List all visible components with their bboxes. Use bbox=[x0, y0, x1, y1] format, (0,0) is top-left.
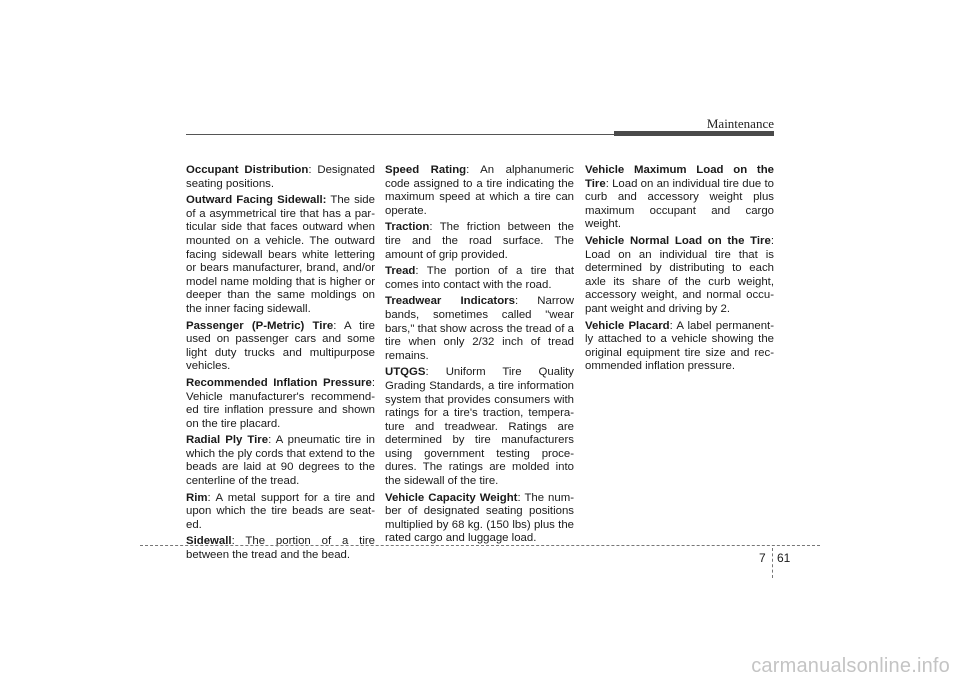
glossary-term: Tread bbox=[385, 265, 416, 278]
glossary-entry bbox=[585, 235, 774, 317]
text-column-1 bbox=[186, 164, 375, 566]
glossary-definition: A tire used on passenger cars and some light duty trucks and multipurpose vehicles. bbox=[186, 319, 375, 373]
term-separator: : bbox=[466, 164, 481, 176]
glossary-definition: Designated seating positions. bbox=[186, 164, 375, 190]
glossary-entry bbox=[186, 377, 375, 431]
footer-rule bbox=[140, 545, 820, 546]
watermark: carmanualsonline.info bbox=[751, 655, 950, 677]
term-separator: : bbox=[517, 491, 525, 504]
glossary-term: Vehicle Placard bbox=[585, 319, 670, 332]
text-column-2 bbox=[385, 164, 574, 549]
glossary-entry bbox=[385, 295, 574, 363]
glossary-definition: The num-ber of designated seating positions multiplied by 68 kg. (150 lbs) plus the rated cargo and luggage load. bbox=[385, 491, 575, 545]
term-separator: : bbox=[605, 177, 613, 190]
term-separator: : bbox=[514, 295, 538, 308]
glossary-entry bbox=[186, 320, 375, 374]
glossary-definition: The portion of a tire that comes into contact with the road. bbox=[385, 265, 575, 291]
glossary-entry bbox=[385, 221, 574, 262]
glossary-entry bbox=[186, 434, 375, 488]
glossary-entry bbox=[385, 366, 574, 488]
glossary-definition: A label permanent-ly attached to a vehicle showing the original equipment tire size and rec-ommended inflation pressure. bbox=[585, 319, 774, 373]
header-rule bbox=[186, 134, 614, 135]
glossary-definition: Load on an individual tire that is determined by distributing to each axle its share of the curb weight, accessory weight, and normal occu-pant weight and driving by 2. bbox=[585, 248, 774, 315]
glossary-term: Outward Facing Sidewall: bbox=[186, 194, 327, 207]
section-title: Maintenance bbox=[706, 116, 774, 131]
glossary-term: Traction bbox=[385, 221, 430, 234]
term-separator: : bbox=[415, 265, 427, 278]
glossary-definition: A metal support for a tire and upon which the tire beads are seat-ed. bbox=[186, 491, 375, 531]
glossary-term: Sidewall bbox=[186, 535, 232, 548]
glossary-entry bbox=[385, 492, 574, 546]
term-separator: : bbox=[333, 319, 344, 332]
glossary-definition: The friction between the tire and the road surface. The amount of grip provided. bbox=[385, 221, 574, 261]
term-separator: : bbox=[371, 376, 375, 389]
glossary-entry bbox=[385, 265, 574, 292]
term-separator: : bbox=[425, 366, 446, 379]
term-separator: : bbox=[207, 491, 216, 504]
term-separator: : bbox=[308, 164, 318, 176]
glossary-entry bbox=[585, 320, 774, 374]
page-number-divider bbox=[772, 548, 773, 578]
page-number: 61 bbox=[777, 551, 791, 565]
glossary-term: Speed Rating bbox=[385, 164, 467, 176]
term-separator: : bbox=[231, 535, 246, 548]
term-separator: : bbox=[268, 434, 276, 447]
glossary-term: Vehicle Capacity Weight bbox=[385, 491, 518, 504]
glossary-entry bbox=[385, 164, 574, 218]
glossary-definition: Uniform Tire Quality Grading Standards, a tire information system that provides consumers with ratings for a tire's traction, tempera-ture and treadwear. Ratings are determined by tire manufacturers using government testing proce-dures. The ratings are molded into the sidewall of the tire. bbox=[385, 366, 574, 488]
glossary-term: Recommended Inflation Pressure bbox=[186, 376, 372, 389]
glossary-term: Vehicle Normal Load on the Tire bbox=[585, 234, 771, 247]
glossary-entry bbox=[186, 492, 375, 533]
glossary-term: UTQGS bbox=[385, 366, 426, 379]
term-separator: : bbox=[669, 319, 677, 332]
chapter-number: 7 bbox=[759, 551, 766, 565]
glossary-term: Radial Ply Tire bbox=[186, 434, 269, 447]
glossary-term: Occupant Distribution bbox=[186, 164, 309, 176]
glossary-definition: A pneumatic tire in which the ply cords that extend to the beads are laid at 90 degrees to the centerline of the tread. bbox=[186, 434, 376, 488]
glossary-entry bbox=[186, 535, 375, 562]
glossary-definition: Load on an individual tire due to curb and accessory weight plus maximum occupant and cargo weight. bbox=[585, 177, 774, 231]
glossary-term: Treadwear Indicators bbox=[385, 295, 515, 308]
text-column-3 bbox=[585, 164, 774, 377]
glossary-term: Passenger (P-Metric) Tire bbox=[186, 319, 334, 332]
glossary-term: Rim bbox=[186, 491, 208, 504]
glossary-entry bbox=[186, 194, 375, 316]
glossary-definition: The portion of a tire between the tread and the bead. bbox=[186, 535, 375, 562]
glossary-definition: Vehicle manufacturer's recommend-ed tire inflation pressure and shown on the tire placard. bbox=[186, 390, 375, 430]
glossary-definition: Narrow bands, sometimes called "wear bars," that show across the tread of a tire when only 2/32 inch of tread remains. bbox=[385, 295, 574, 362]
term-separator: : bbox=[429, 221, 440, 234]
glossary-definition: The side of a asymmetrical tire that has a par-ticular side that faces outward when mounted on a vehicle. The outward facing sidewall bears white lettering or bears manufacturer, brand, and/or model name molding that is higher or deeper than the same moldings on the inner facing sidewall. bbox=[186, 194, 375, 315]
glossary-entry bbox=[186, 164, 375, 191]
header-rule-accent bbox=[614, 131, 774, 136]
term-separator: : bbox=[770, 234, 774, 247]
glossary-term: Vehicle Maximum Load on the Tire bbox=[585, 164, 774, 190]
glossary-definition: An alphanumeric code assigned to a tire indicating the maximum speed at which a tire can operate. bbox=[385, 164, 574, 217]
glossary-entry bbox=[585, 164, 774, 232]
